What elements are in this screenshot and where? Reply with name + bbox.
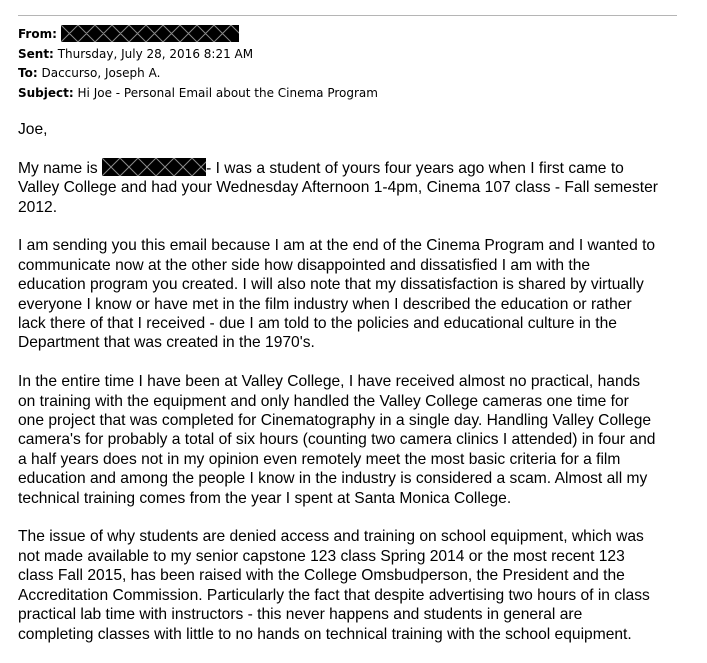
body-line: not made available to my senior capstone 123 class Spring 2014 or the most recent 123 — [18, 547, 625, 565]
body-line: on training with the equipment and only handled the Valley College cameras one time for — [18, 392, 629, 410]
body-line: everyone I know or have met in the film industry when I described the education or rather — [18, 295, 632, 313]
body-line: education and among the people I know in the industry is considered a scam. Almost all my — [18, 470, 648, 488]
paragraph-training — [18, 372, 698, 508]
body-line: Department that was created in the 1970's. — [18, 334, 315, 352]
body-line: In the entire time I have been at Valley College, I have received almost no practical, hands — [18, 373, 641, 391]
body-line: camera's for probably a total of six hours (counting two camera clinics I attended) in four and — [18, 431, 656, 449]
sent-label: Sent: — [18, 46, 54, 61]
to-label: To: — [18, 66, 38, 80]
body-text: - I was a student of yours four years ago when I first came to — [206, 159, 624, 177]
body-line: The issue of why students are denied access and training on school equipment, which was — [18, 528, 644, 546]
body-line: lack there of that I received - due I am told to the policies and educational culture in the — [18, 315, 617, 333]
sent-value: Thursday, July 28, 2016 8:21 AM — [57, 46, 254, 61]
body-line: 2012. — [18, 198, 58, 216]
body-line: a half years does not in my opinion even remotely meet the most basic criteria for a film — [18, 450, 621, 468]
email-header — [18, 25, 378, 103]
sent-line — [18, 45, 378, 65]
paragraph-equipment-access — [18, 527, 698, 643]
paragraph-intro — [18, 159, 698, 217]
header-divider — [18, 15, 677, 16]
body-line: technical training comes from the year I spent at Santa Monica College. — [18, 489, 512, 507]
body-text: My name is — [18, 159, 103, 177]
subject-value: Hi Joe - Personal Email about the Cinema Program — [77, 85, 378, 100]
body-line: Valley College and had your Wednesday Afternoon 1-4pm, Cinema 107 class - Fall semester — [18, 179, 658, 197]
body-line — [18, 159, 698, 178]
email-body — [18, 120, 698, 663]
body-line: one project that was completed for Cinematography in a single day. Handling Valley College — [18, 412, 652, 430]
from-line — [18, 25, 378, 45]
redacted-sender — [61, 25, 239, 42]
body-line: class Fall 2015, has been raised with the College Omsbudperson, the President and the — [18, 567, 625, 585]
greeting: Joe, — [18, 121, 48, 138]
to-value: Daccurso, Joseph A. — [41, 66, 161, 80]
body-line: education program you created. I will also note that my dissatisfaction is shared by virtually — [18, 276, 644, 294]
to-line — [18, 64, 378, 84]
body-line: I am sending you this email because I am at the end of the Cinema Program and I wanted to — [18, 237, 656, 255]
paragraph-disappointment — [18, 236, 698, 352]
body-line: Accreditation Commission. Particularly the fact that despite advertising two hours of in class — [18, 586, 650, 604]
body-line: completing classes with little to no hands on technical training with the school equipment. — [18, 625, 632, 643]
subject-label: Subject: — [18, 85, 74, 100]
subject-line — [18, 84, 378, 104]
from-label: From: — [18, 27, 57, 41]
redacted-name — [102, 158, 206, 176]
body-line: practical lab time with instructors - this never happens and students in general are — [18, 606, 583, 624]
body-line: communicate now at the other side how disappointed and dissatisfied I am with the — [18, 256, 591, 274]
